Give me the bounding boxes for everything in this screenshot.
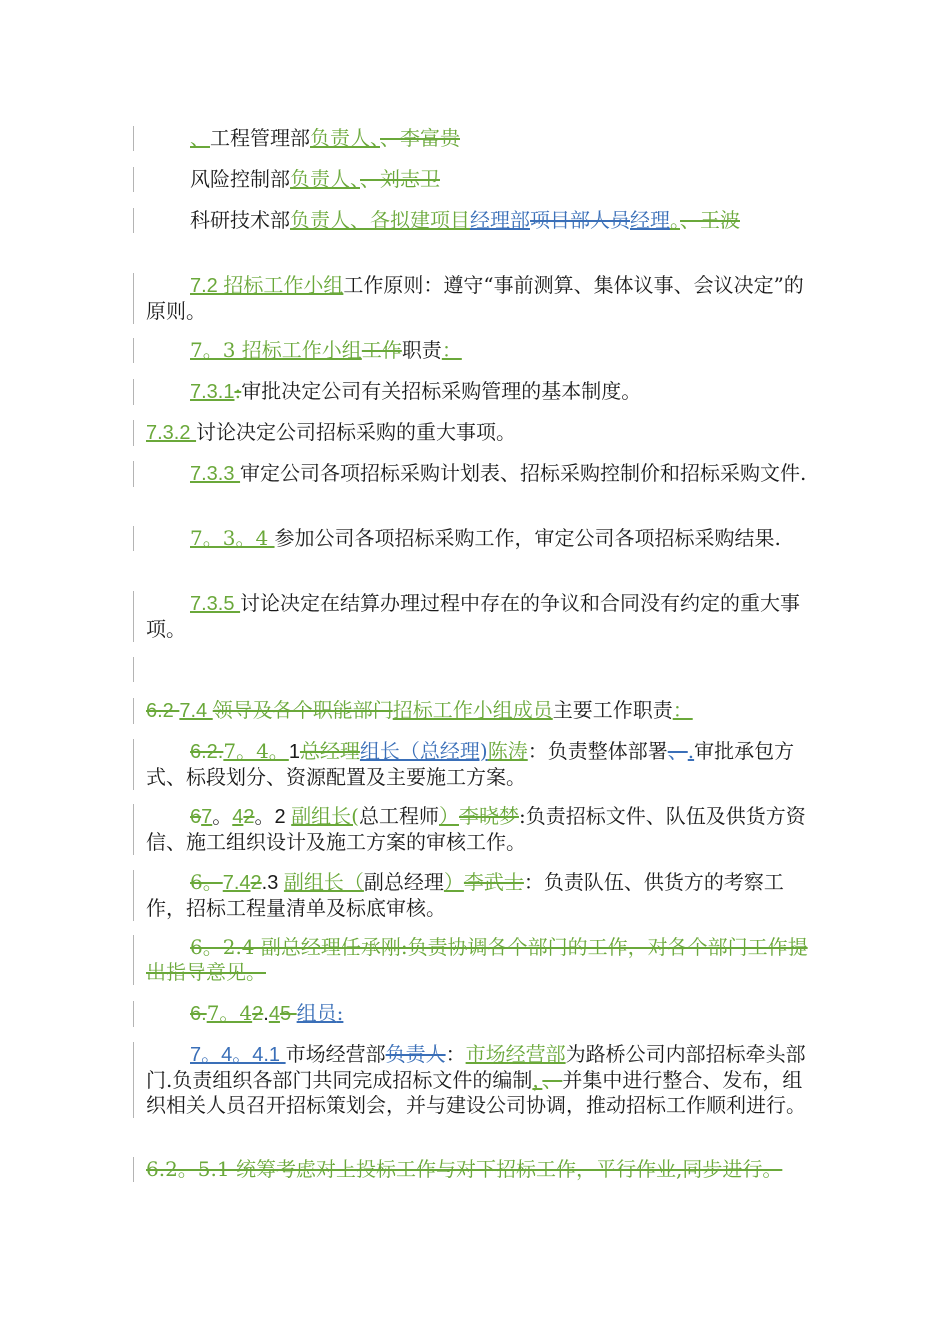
paragraph-7-4 xyxy=(133,698,813,724)
inserted-text: 经理 xyxy=(630,208,670,232)
inserted-text: 7.2 招标工作小组 xyxy=(190,275,344,297)
deleted-text: 6.2. xyxy=(190,741,224,763)
inserted-text: ） xyxy=(443,870,464,894)
inserted-text: 招标工作小组成员 xyxy=(392,698,553,722)
body-text: . xyxy=(263,1003,269,1025)
inserted-text: 7。4。 xyxy=(223,739,289,763)
paragraph-7-4-4 xyxy=(133,1001,813,1027)
body-text: 风险控制部 xyxy=(190,167,290,191)
deleted-text: 2 xyxy=(243,806,255,828)
inserted-text: 7 xyxy=(201,806,213,828)
body-text: 市场经营部 xyxy=(285,1042,386,1066)
body-text: 主要工作职责 xyxy=(552,698,673,722)
deleted-text: 、王波 xyxy=(680,208,740,232)
inserted-text: 7.3.3 xyxy=(190,463,241,485)
inserted-text: 7.3.5 xyxy=(190,593,241,615)
inserted-text: 7.4 xyxy=(179,700,213,722)
paragraph-7-2 xyxy=(133,273,813,324)
deleted-text: 6。 xyxy=(190,870,223,894)
body-text: 工作原则：遵守“事前测算、集体议事、会议决定”的原则。 xyxy=(146,273,804,323)
body-text: :负责招标文件、队伍及供货方资信、施工组织设计及施工方案的审核工作。 xyxy=(146,804,806,854)
deleted-text: 6 xyxy=(190,806,202,828)
body-text: 职责 xyxy=(401,338,442,362)
inserted-text: : xyxy=(336,1001,344,1025)
empty-paragraph xyxy=(133,657,813,682)
deleted-text: 负责人 xyxy=(385,1042,446,1066)
inserted-text: 负责人、 xyxy=(310,126,380,150)
deleted-text: 李武士 xyxy=(463,870,524,894)
inserted-text: 、 xyxy=(190,126,210,150)
body-text: 科研技术部 xyxy=(190,208,290,232)
body-text: ： xyxy=(445,1042,466,1066)
deleted-text: 6。2.4 副总经理任承刚:负责协调各个部门的工作，对各个部门工作提出指导意见。 xyxy=(146,935,808,984)
inserted-text: 7。3。4 xyxy=(190,526,275,550)
body-text: 审批决定公司有关招标采购管理的基本制度。 xyxy=(241,379,642,403)
inserted-text: 陈涛 xyxy=(487,739,528,763)
deleted-text: 、 xyxy=(667,739,688,763)
inserted-text: 经理部 xyxy=(470,208,530,232)
deleted-text: 总经理 xyxy=(299,739,360,763)
deleted-text: 6.2。5.1 统筹考虑对上投标工作与对下招标工作，平行作业,同步进行。 xyxy=(146,1157,783,1181)
paragraph-7-3-3 xyxy=(133,461,813,487)
inserted-text: 7.4 xyxy=(222,872,251,894)
paragraph-7-3 xyxy=(133,338,813,363)
deleted-text: 项目 xyxy=(530,208,570,232)
inserted-text: 组长（总经理) xyxy=(359,739,488,763)
body-text: 。 xyxy=(212,804,233,828)
inserted-text: 负责人、 xyxy=(290,167,360,191)
inserted-text: 7。4。4.1 xyxy=(190,1044,286,1066)
inserted-text: 4 xyxy=(232,806,244,828)
body-text: 讨论决定在结算办理过程中存在的争议和合同没有约定的重大事项。 xyxy=(146,591,801,641)
inserted-text: 7.3.1 xyxy=(190,381,235,403)
body-text: 讨论决定公司招标采购的重大事项。 xyxy=(196,420,517,444)
paragraph-7-4-1 xyxy=(133,739,813,790)
inserted-text: 。 xyxy=(670,208,680,232)
deleted-text: 、刘志卫 xyxy=(360,167,440,191)
deleted-text: 6. xyxy=(190,1003,207,1025)
deleted-text: 、李富贵 xyxy=(380,126,460,150)
paragraph-engineering-dept xyxy=(133,126,813,151)
inserted-text: ： xyxy=(672,698,693,722)
deleted-text: 、 xyxy=(542,1068,563,1092)
paragraph-7-3-5 xyxy=(133,591,813,642)
deleted-text: : xyxy=(234,379,242,403)
deleted-text: 工作 xyxy=(361,338,402,362)
deleted-text: 6.2 xyxy=(146,700,180,722)
inserted-text: ） xyxy=(439,804,459,828)
body-text: 审批承包方式、标段划分、资源配置及主要施工方案。 xyxy=(146,739,795,789)
body-text: 为路桥公司内部招标牵头部门.负责组织各部门共同完成招标文件的编制 xyxy=(146,1042,806,1092)
paragraph-6-2-5-1-deleted xyxy=(133,1157,813,1182)
deleted-text: 2 xyxy=(252,1003,264,1025)
paragraph-7-4-3 xyxy=(133,870,813,921)
body-text: 工程管理部 xyxy=(210,126,310,150)
paragraph-7-4-2 xyxy=(133,804,813,855)
inserted-text: 7。4 xyxy=(206,1001,253,1025)
inserted-text: 4 xyxy=(268,1003,280,1025)
paragraph-7-3-2 xyxy=(133,420,813,446)
body-text: ：负责整体部署 xyxy=(527,739,668,763)
inserted-text: ， xyxy=(532,1068,543,1092)
body-text: .3 xyxy=(261,872,284,894)
body-text: 1 xyxy=(288,741,300,763)
body-text: 审定公司各项招标采购计划表、招标采购控制价和招标采购文件. xyxy=(240,461,807,485)
inserted-text: 组员 xyxy=(296,1001,337,1025)
inserted-text: 7.3.2 xyxy=(146,422,197,444)
inserted-text: 市场经营部 xyxy=(465,1042,566,1066)
deleted-text: 2 xyxy=(250,872,262,894)
paragraph-research-dept xyxy=(133,208,813,233)
inserted-text: 副组长（ xyxy=(283,870,364,894)
body-text: 总工程师 xyxy=(359,804,439,828)
deleted-text: 李晓梦 xyxy=(459,804,519,828)
body-text: 。2 xyxy=(254,806,292,828)
inserted-text: 7。3 招标工作小组 xyxy=(190,338,362,362)
paragraph-risk-dept xyxy=(133,167,813,192)
paragraph-7-3-4 xyxy=(133,526,813,551)
inserted-text: ： xyxy=(441,338,462,362)
deleted-text: 5 xyxy=(279,1003,297,1025)
inserted-text: 负责人、各拟建项目 xyxy=(290,208,470,232)
body-text: ：负责队伍、供货方的考察工作，招标工程量清单及标底审核。 xyxy=(146,870,784,920)
paragraph-7-4-4-1 xyxy=(133,1042,813,1118)
body-text: 并集中进行整合、发布，组织相关人员召开招标策划会，并与建设公司协调，推动招标工作顺利进行。 xyxy=(146,1068,806,1117)
paragraph-6-2-4-deleted xyxy=(133,935,813,985)
paragraph-7-3-1 xyxy=(133,379,813,405)
deleted-text: 部人员 xyxy=(570,208,630,232)
body-text: 参加公司各项招标采购工作，审定公司各项招标采购结果. xyxy=(274,526,781,550)
deleted-text: 领导及各个职能部门 xyxy=(212,698,393,722)
body-text: 副总经理 xyxy=(363,870,444,894)
inserted-text: . xyxy=(687,739,695,763)
inserted-text: 副组长( xyxy=(291,804,359,828)
